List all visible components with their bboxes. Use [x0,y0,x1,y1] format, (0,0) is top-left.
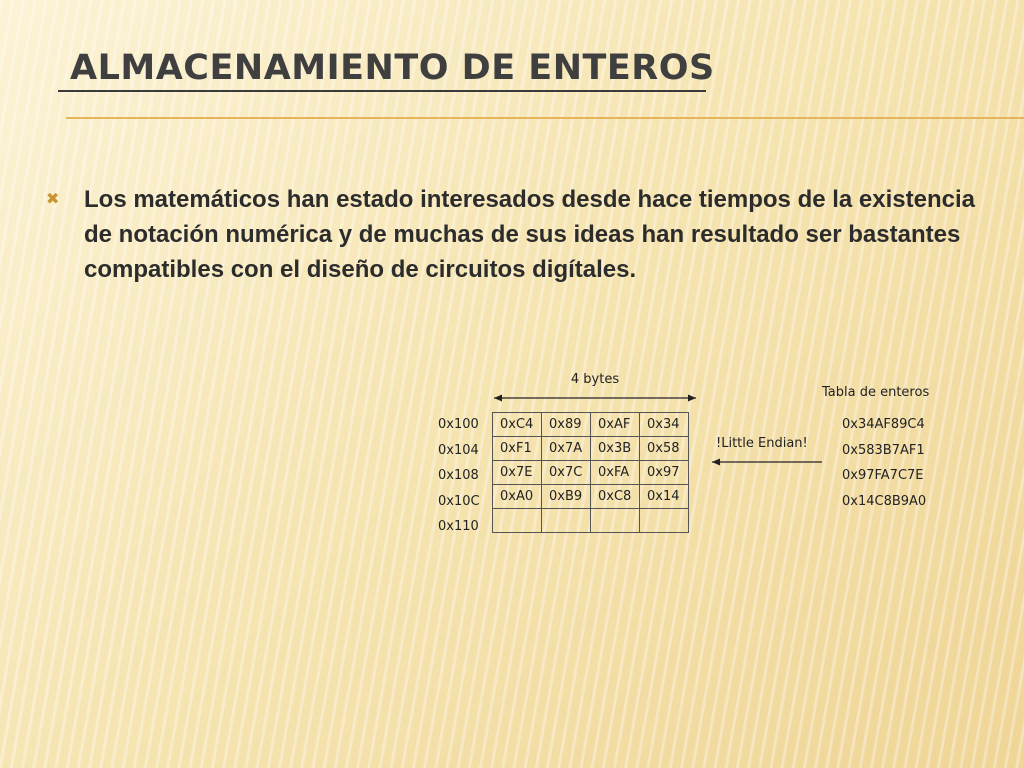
bytes-label: 4 bytes [570,372,620,387]
memory-cell: 0x14 [640,485,689,509]
bullet-item [46,182,1006,287]
memory-cell: 0xC8 [591,485,640,509]
slide-title: ALMACENAMIENTO DE ENTEROS [70,48,715,88]
integers-table-title: Tabla de enteros [822,385,930,400]
memory-cell: 0x58 [640,437,689,461]
address-label: 0x10C [438,493,480,509]
memory-cell: 0xA0 [493,485,542,509]
memory-row [493,437,689,461]
title-area [58,48,715,92]
integers-table [842,412,926,514]
memory-row [493,413,689,437]
memory-cell: 0x7A [542,437,591,461]
memory-row [493,509,689,533]
memory-cell: 0x97 [640,461,689,485]
address-label: 0x108 [438,468,479,483]
memory-cell-empty [542,509,591,533]
integer-value: 0x34AF89C4 [842,417,925,432]
x-bullet-icon: ✖ [46,191,60,208]
endian-label: !Little Endian! [716,436,808,451]
address-label: 0x104 [438,442,479,458]
memory-row [493,461,689,485]
endian-arrow [712,459,822,466]
title-underline [58,90,706,92]
memory-row [493,485,689,509]
memory-diagram [430,365,970,555]
address-label: 0x110 [438,519,479,534]
bullet-text: Los matemáticos han estado interesados desde hace tiempos de la existencia de notación numérica y de muchas de sus ideas han resultado ser bastantes compatibles con el diseño de circuitos digítales. [84,186,975,283]
memory-cell: 0x89 [542,413,591,437]
memory-cell: 0xB9 [542,485,591,509]
memory-cell: 0x7C [542,461,591,485]
memory-cell: 0x7E [493,461,542,485]
memory-cell-empty [591,509,640,533]
memory-cell-empty [493,509,542,533]
memory-grid [492,412,689,533]
memory-cell: 0x34 [640,413,689,437]
memory-cell: 0x3B [591,437,640,461]
address-label: 0x100 [438,417,479,432]
memory-cell-empty [640,509,689,533]
memory-cell: 0xFA [591,461,640,485]
integer-value: 0x583B7AF1 [842,442,925,458]
memory-cell: 0xAF [591,413,640,437]
memory-cell: 0xF1 [493,437,542,461]
integer-value: 0x97FA7C7E [842,468,924,483]
integer-value: 0x14C8B9A0 [842,493,927,509]
address-column [438,412,480,540]
bytes-arrow [494,395,696,402]
memory-cell: 0xC4 [493,413,542,437]
title-divider [66,117,1024,119]
